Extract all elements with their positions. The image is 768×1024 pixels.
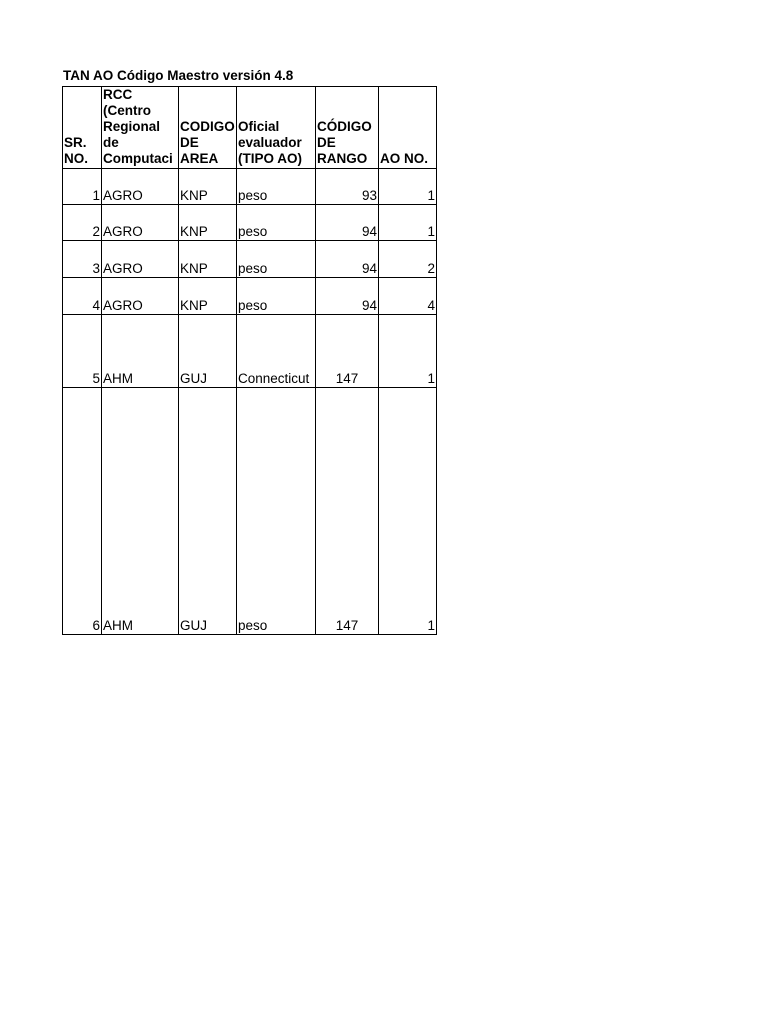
cell-assessing-officer: peso [237, 278, 316, 315]
cell-ao-no: 2 [379, 241, 437, 278]
cell-ao-no: 1 [379, 388, 437, 635]
cell-range-code: 147 [316, 388, 379, 635]
cell-ao-no: 1 [379, 315, 437, 388]
cell-assessing-officer: peso [237, 205, 316, 241]
cell-ao-no: 1 [379, 205, 437, 241]
table-row [63, 278, 437, 315]
cell-area-code: GUJ [179, 388, 237, 635]
cell-area-code: GUJ [179, 315, 237, 388]
header-sr-no: SR. NO. [63, 87, 102, 169]
cell-sr-no: 3 [63, 241, 102, 278]
cell-ao-no: 1 [379, 169, 437, 205]
cell-range-code: 94 [316, 278, 379, 315]
table-row [63, 388, 437, 635]
cell-rcc: AGRO [102, 205, 179, 241]
cell-area-code: KNP [179, 241, 237, 278]
cell-range-code: 93 [316, 169, 379, 205]
cell-sr-no: 4 [63, 278, 102, 315]
cell-sr-no: 1 [63, 169, 102, 205]
table-row [63, 315, 437, 388]
cell-sr-no: 2 [63, 205, 102, 241]
cell-sr-no: 6 [63, 388, 102, 635]
cell-rcc: AGRO [102, 278, 179, 315]
cell-assessing-officer: peso [237, 241, 316, 278]
header-ao-no: AO NO. [379, 87, 437, 169]
cell-assessing-officer: peso [237, 388, 316, 635]
table-row [63, 205, 437, 241]
cell-assessing-officer: peso [237, 169, 316, 205]
cell-ao-no: 4 [379, 278, 437, 315]
cell-area-code: KNP [179, 205, 237, 241]
cell-area-code: KNP [179, 278, 237, 315]
header-area-code: CODIGO DE AREA [179, 87, 237, 169]
cell-range-code: 94 [316, 241, 379, 278]
cell-range-code: 94 [316, 205, 379, 241]
cell-rcc: AHM [102, 388, 179, 635]
header-rcc: RCC (Centro Regional de Computaci [102, 87, 179, 169]
cell-rcc: AGRO [102, 169, 179, 205]
cell-rcc: AGRO [102, 241, 179, 278]
header-assessing-officer: Oficial evaluador (TIPO AO) [237, 87, 316, 169]
header-row [63, 87, 437, 169]
ao-code-table [62, 86, 437, 635]
table-row [63, 169, 437, 205]
table-row [63, 241, 437, 278]
cell-sr-no: 5 [63, 315, 102, 388]
cell-rcc: AHM [102, 315, 179, 388]
cell-area-code: KNP [179, 169, 237, 205]
cell-range-code: 147 [316, 315, 379, 388]
document-title: TAN AO Código Maestro versión 4.8 [63, 68, 294, 83]
header-range-code: CÓDIGO DE RANGO [316, 87, 379, 169]
cell-assessing-officer: Connecticut [237, 315, 316, 388]
